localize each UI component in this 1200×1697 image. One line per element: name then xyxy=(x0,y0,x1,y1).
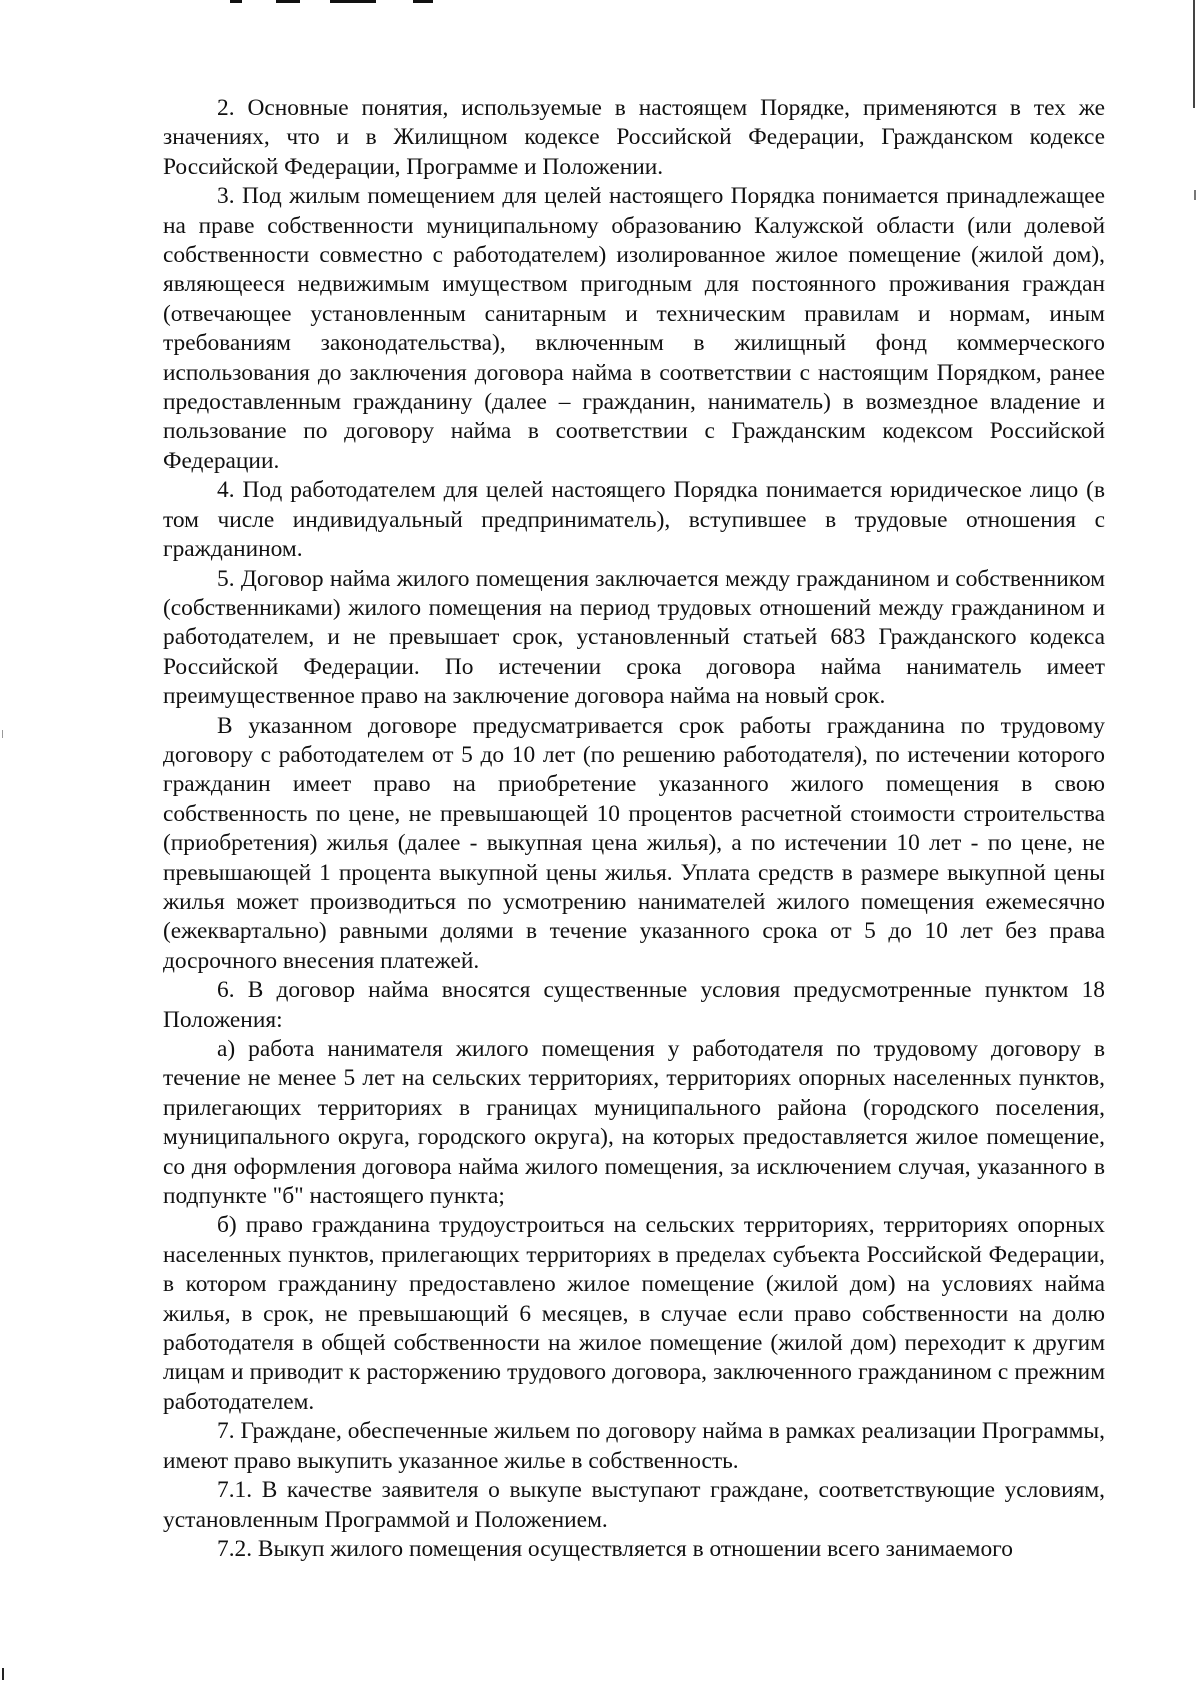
scan-artifact xyxy=(230,0,242,3)
document-body xyxy=(163,94,1105,1564)
paragraph-4: 4. Под работодателем для целей настоящего Порядка понимается юридическое лицо (в том числе индивидуальный предприниматель), вступившее в трудовые отношения с гражданином. xyxy=(163,477,1105,563)
scan-artifact xyxy=(2,1668,4,1680)
paragraph-5-continued: В указанном договоре предусматривается срок работы гражданина по трудовому договору с работодателем от 5 до 10 лет (по решению работодателя), по истечении которого гражданин имеет право на приобретение указанного жилого помещения в свою собственность по цене, не превышающей 10 процентов расчетной стоимости строительства (приобретения) жилья (далее - выкупная цена жилья), а по истечении 10 лет - по цене, не превышающей 1 процента выкупной цены жилья. Уплата средств в размере выкупной цены жилья может производиться по усмотрению нанимателей жилого помещения ежемесячно (ежеквартально) равными долями в течение указанного срока от 5 до 10 лет без права досрочного внесения платежей. xyxy=(163,712,1105,974)
paragraph-3: 3. Под жилым помещением для целей настоящего Порядка понимается принадлежащее на праве собственности муниципальному образованию Калужской области (или долевой собственности совместно с работодателем) изолированное жилое помещение (жилой дом), являющееся недвижимым имуществом пригодным для постоянного проживания граждан (отвечающее установленным санитарным и техническим правилам и нормам, иным требованиям законодательства), включенным в жилищный фонд коммерческого использования до заключения договора найма в соответствии с настоящим Порядком, ранее предоставленным гражданину (далее – гражданин, наниматель) в возмездное владение и пользование по договору найма в соответствии с Гражданским кодексом Российской Федерации. xyxy=(163,183,1105,474)
scan-artifact xyxy=(276,0,300,3)
paragraph-7-2: 7.2. Выкуп жилого помещения осуществляется в отношении всего занимаемого xyxy=(217,1535,1013,1562)
paragraph-5: 5. Договор найма жилого помещения заключается между гражданином и собственником (собственниками) жилого помещения на период трудовых отношений между гражданином и работодателем, и не превышает срок, установленный статьей 683 Гражданского кодекса Российской Федерации. По истечении срока договора найма наниматель имеет преимущественное право на заключение договора найма на новый срок. xyxy=(163,565,1105,710)
paragraph-7-1: 7.1. В качестве заявителя о выкупе выступают граждане, соответствующие условиям, установленным Программой и Положением. xyxy=(163,1477,1105,1533)
paragraph-6-b: б) право гражданина трудоустроиться на сельских территориях, территориях опорных населенных пунктов, прилегающих территориях в пределах субъекта Российской Федерации, в котором гражданину предоставлено жилое помещение (жилой дом) на условиях найма жилья, в срок, не превышающий 6 месяцев, в случае если право собственности на долю работодателя в общей собственности на жилое помещение (жилой дом) переходит к другим лицам и приводит к расторжению трудового договора, заключенного гражданином с прежним работодателем. xyxy=(163,1212,1105,1415)
paragraph-6: 6. В договор найма вносятся существенные условия предусмотренные пунктом 18 Положения: xyxy=(163,977,1105,1033)
paragraph-7: 7. Граждане, обеспеченные жильем по договору найма в рамках реализации Программы, имеют право выкупить указанное жилье в собственность. xyxy=(163,1418,1105,1474)
scan-artifact xyxy=(330,0,376,3)
paragraph-6-a: а) работа нанимателя жилого помещения у работодателя по трудовому договору в течение не менее 5 лет на сельских территориях, территориях опорных населенных пунктов, прилегающих территориях в границах муниципального района (городского поселения, муниципального округа, городского округа), на которых предоставляется жилое помещение, со дня оформления договора найма жилого помещения, за исключением случая, указанного в подпункте "б" настоящего пункта; xyxy=(163,1036,1105,1210)
scan-artifact xyxy=(413,0,433,3)
paragraph-2: 2. Основные понятия, используемые в настоящем Порядке, применяются в тех же значениях, что и в Жилищном кодексе Российской Федерации, Гражданском кодексе Российской Федерации, Программе и Положении. xyxy=(163,95,1105,180)
scan-edge-line xyxy=(1193,0,1195,108)
scan-artifact xyxy=(2,730,3,738)
scan-artifact xyxy=(1194,190,1196,200)
